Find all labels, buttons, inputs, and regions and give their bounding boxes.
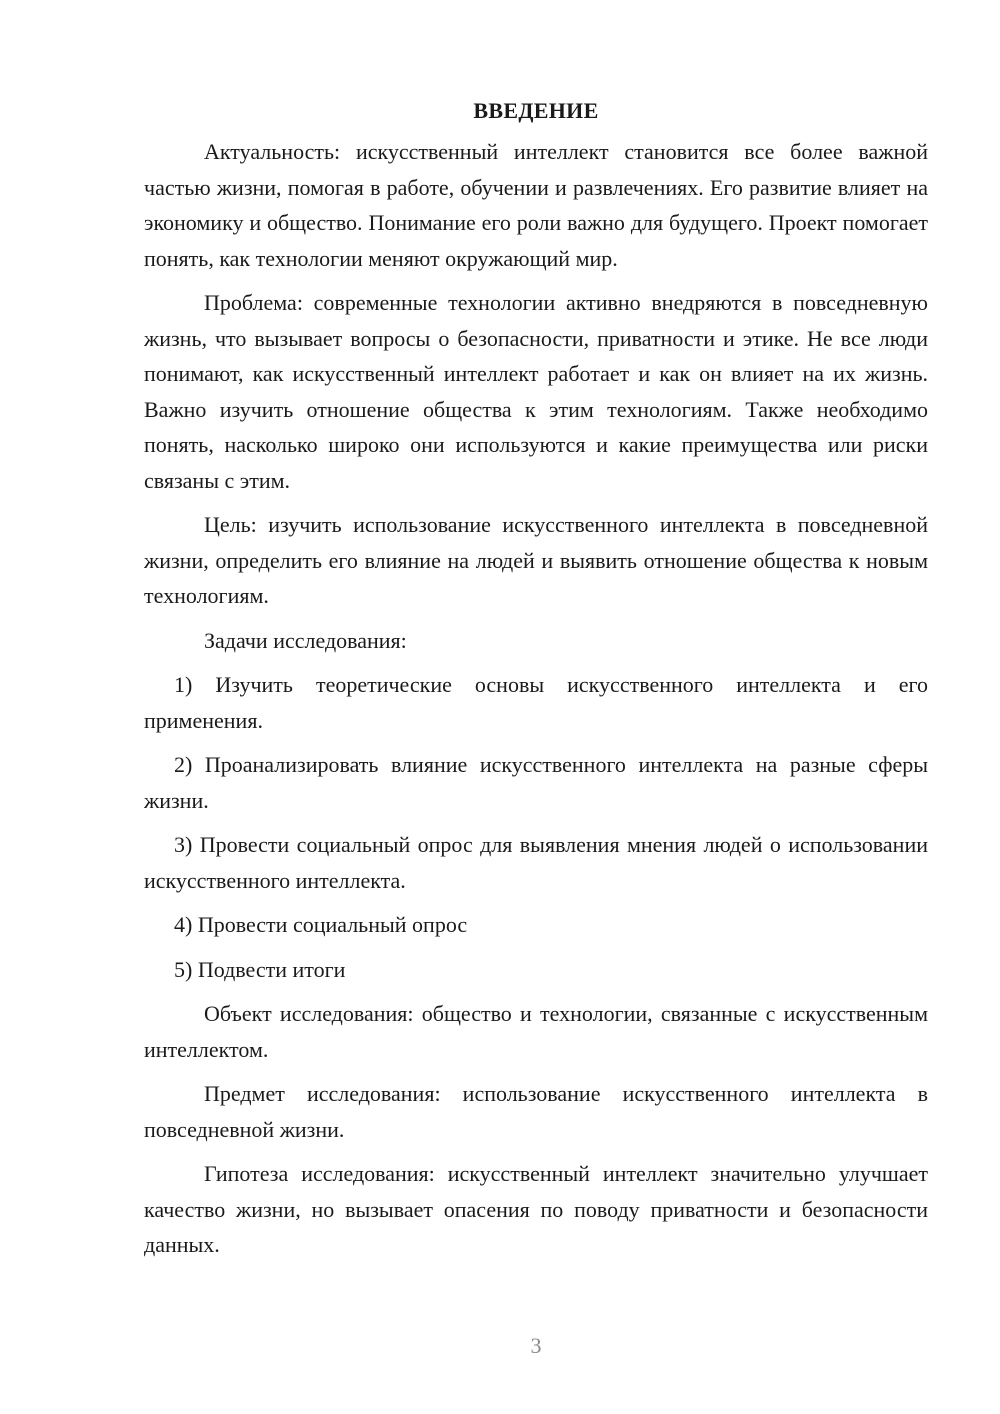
task-item-1: 1) Изучить теоретические основы искусственного интеллекта и его применения. [144,672,928,733]
page-title: ВВЕДЕНИЕ [473,98,599,123]
page-number: 3 [530,1333,542,1358]
task-item-5: 5) Подвести итоги [174,956,346,982]
task-item-3: 3) Провести социальный опрос для выявления мнения людей о использовании искусственного интеллекта. [144,832,928,893]
document-page [144,94,928,1263]
object-paragraph: Объект исследования: общество и технологии, связанные с искусственным интеллектом. [144,1001,928,1062]
tasks-heading: Задачи исследования: [204,627,407,653]
task-item-2: 2) Проанализировать влияние искусственного интеллекта на разные сферы жизни. [144,752,928,813]
subject-paragraph: Предмет исследования: использование искусственного интеллекта в повседневной жизни. [144,1081,928,1142]
relevance-paragraph: Актуальность: искусственный интеллект становится все более важной частью жизни, помогая в работе, обучении и развлечениях. Его развитие влияет на экономику и общество. Понимание его роли важно для будущего. Проект помогает понять, как технологии меняют окружающий мир. [144,139,928,271]
goal-paragraph: Цель: изучить использование искусственного интеллекта в повседневной жизни, определить его влияние на людей и выявить отношение общества к новым технологиям. [144,512,928,608]
problem-paragraph: Проблема: современные технологии активно внедряются в повседневную жизнь, что вызывает вопросы о безопасности, приватности и этике. Не все люди понимают, как искусственный интеллект работает и как он влияет на их жизнь. Важно изучить отношение общества к этим технологиям. Также необходимо понять, насколько широко они используются и какие преимущества или риски связаны с этим. [144,290,928,493]
hypothesis-paragraph: Гипотеза исследования: искусственный интеллект значительно улучшает качество жизни, но вызывает опасения по поводу приватности и безопасности данных. [144,1161,928,1257]
task-item-4: 4) Провести социальный опрос [174,912,468,937]
